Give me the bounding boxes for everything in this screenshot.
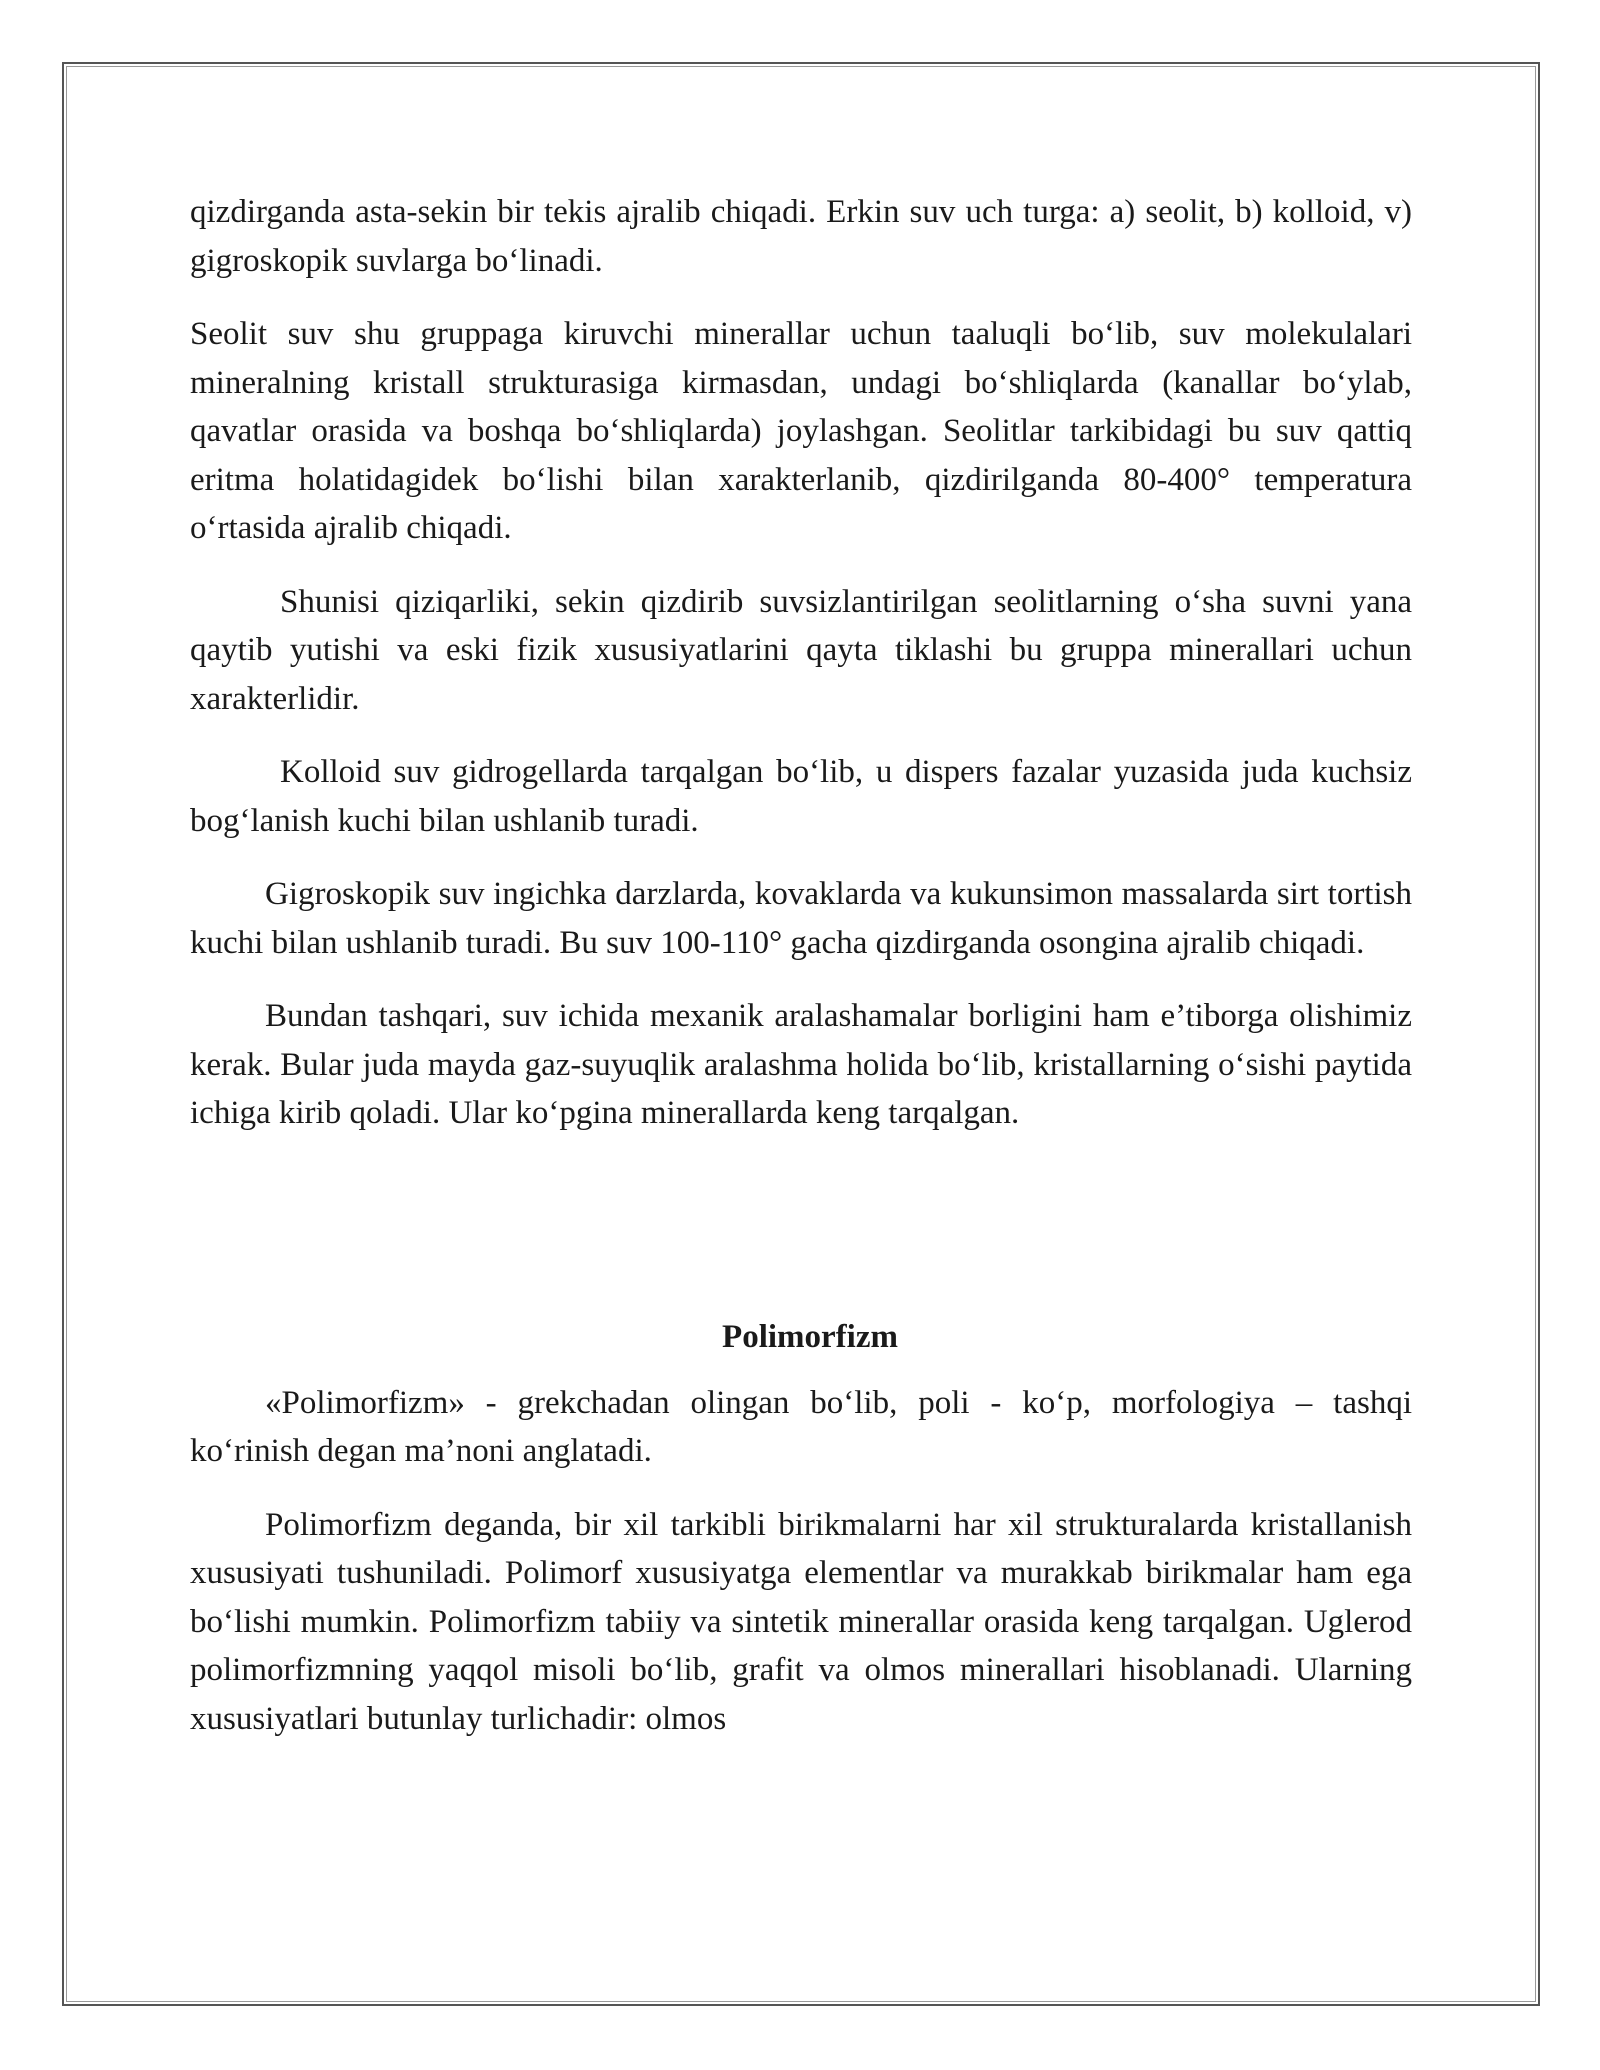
- paragraph-erkin-suv: qizdirganda asta-sekin bir tekis ajralib chiqadi. Erkin suv uch turga: a) seolit, b) kolloid, v) gigroskopik suvlarga bo‘linadi.: [190, 194, 1412, 279]
- paragraph-kolloid-suv: Kolloid suv gidrogellarda tarqalgan bo‘lib, u dispers fazalar yuzasida juda kuchsiz bog‘lanish kuchi bilan ushlanib turadi.: [190, 754, 1412, 839]
- document-body: [190, 188, 1412, 1768]
- paragraph-polimorfizm-definition: «Polimorfizm» - grekchadan olingan bo‘lib, poli - ko‘p, morfologiya – tashqi ko‘rinish degan ma’noni anglatadi.: [190, 1384, 1412, 1469]
- paragraph-mexanik-aralashmalar: Bundan tashqari, suv ichida mexanik aralashamalar borligini ham e’tiborga olishimiz kerak. Bular juda mayda gaz-suyuqlik aralashma holida bo‘lib, kristallarning o‘sishi paytida ichiga kirib qoladi. Ular ko‘pgina minerallarda keng tarqalgan.: [190, 998, 1412, 1131]
- paragraph-gigroskopik-suv: Gigroskopik suv ingichka darzlarda, kovaklarda va kukunsimon massalarda sirt tortish kuchi bilan ushlanib turadi. Bu suv 100-110° gacha qizdirganda osongina ajralib chiqadi.: [190, 876, 1412, 961]
- section-heading: Polimorfizm: [722, 1318, 898, 1355]
- paragraph-shunisi-qiziqarliki: Shunisi qiziqarliki, sekin qizdirib suvsizlantirilgan seolitlarning o‘sha suvni yana qaytib yutishi va eski fizik xususiyatlarini qayta tiklashi bu gruppa minerallari uchun xarakterlidir.: [190, 583, 1412, 717]
- paragraph-seolit-suv: Seolit suv shu gruppaga kiruvchi minerallar uchun taaluqli bo‘lib, suv molekulalari mineralning kristall strukturasiga kirmasdan, undagi bo‘shliqlarda (kanallar bo‘ylab, qavatlar orasida va boshqa bo‘shliqlarda) joylashgan. Seolitlar tarkibidagi bu suv qattiq eritma holatidagidek bo‘lishi bilan xarakterlanib, qizdirilganda 80-400° temperatura o‘rtasida ajralib chiqadi.: [190, 316, 1412, 546]
- section-spacer: [190, 1163, 1412, 1313]
- paragraph-polimorfizm-description: Polimorfizm deganda, bir xil tarkibli birikmalarni har xil strukturalarda kristallanish xususiyati tushuniladi. Polimorf xususiyatga elementlar va murakkab birikmalar ham ega bo‘lishi mumkin. Polimorfizm tabiiy va sintetik minerallar orasida keng tarqalgan. Uglerod polimorfizmning yaqqol misoli bo‘lib, grafit va olmos minerallari hisoblanadi. Ularning xususiyatlari butunlay turlichadir: olmos: [190, 1506, 1412, 1737]
